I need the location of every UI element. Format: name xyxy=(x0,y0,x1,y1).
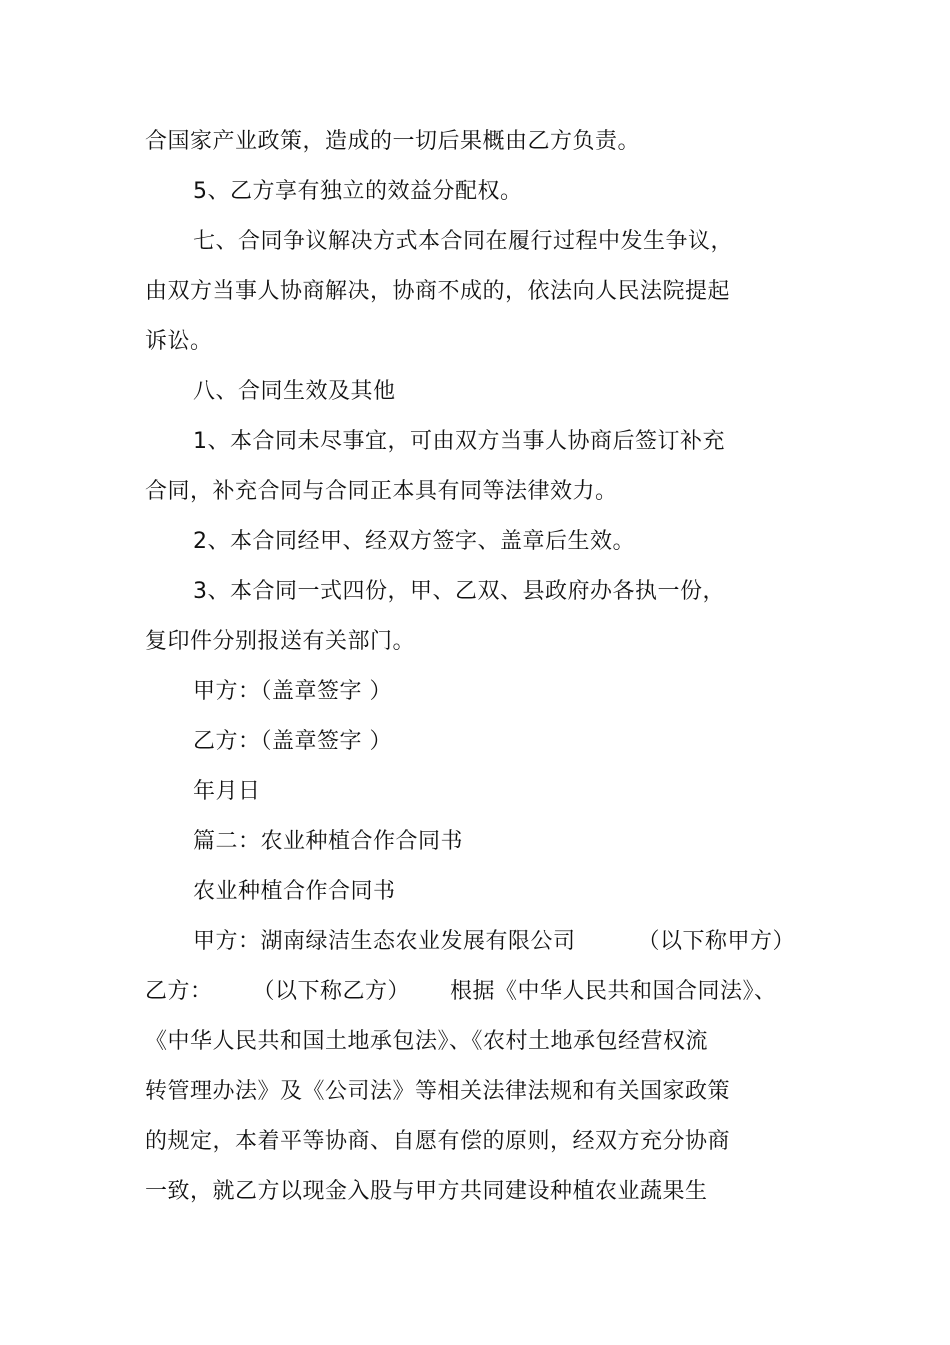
text-line: 一致，就乙方以现金入股与甲方共同建设种植农业蔬果生 xyxy=(145,1179,708,1204)
text-line: 合国家产业政策，造成的一切后果概由乙方负责。 xyxy=(145,129,641,154)
party-a-alias: （以下称甲方） xyxy=(637,929,796,954)
text-line: 1、本合同未尽事宜，可由双方当事人协商后签订补充 xyxy=(193,429,725,454)
text-line: 《中华人民共和国土地承包法》、《农村土地承包经营权流 xyxy=(145,1029,709,1054)
text-line: 2、本合同经甲、经双方签字、盖章后生效。 xyxy=(193,529,635,554)
party-b-alias: （以下称乙方） xyxy=(252,979,411,1004)
text-line: 合同，补充合同与合同正本具有同等法律效力。 xyxy=(145,479,618,504)
date-line: 年月日 xyxy=(193,779,261,804)
text-line: 由双方当事人协商解决，协商不成的，依法向人民法院提起 xyxy=(145,279,731,304)
party-a-line xyxy=(193,928,795,956)
document-title: 农业种植合作合同书 xyxy=(193,879,396,904)
text-line: 3、本合同一式四份，甲、乙双、县政府办各执一份， xyxy=(193,579,725,604)
party-b-label: 乙方： xyxy=(145,979,213,1004)
section-heading: 篇二：农业种植合作合同书 xyxy=(193,829,464,854)
party-a-signature-line: 甲方：（盖章签字 ） xyxy=(193,679,392,704)
text-line: 复印件分别报送有关部门。 xyxy=(145,629,416,654)
text-line: 的规定，本着平等协商、自愿有偿的原则，经双方充分协商 xyxy=(145,1129,731,1154)
text-line: 5、乙方享有独立的效益分配权。 xyxy=(193,179,523,204)
section-heading: 八、合同生效及其他 xyxy=(193,379,396,404)
party-b-line xyxy=(145,978,777,1006)
text-line: 转管理办法》及《公司法》等相关法律法规和有关国家政策 xyxy=(145,1079,731,1104)
text-line: 七、合同争议解决方式本合同在履行过程中发生争议， xyxy=(193,229,734,254)
text-line: 诉讼。 xyxy=(145,329,213,354)
legal-basis-text: 根据《中华人民共和国合同法》、 xyxy=(450,979,777,1004)
party-a-label: 甲方：湖南绿洁生态农业发展有限公司 xyxy=(193,929,576,954)
party-b-signature-line: 乙方：（盖章签字 ） xyxy=(193,729,392,754)
